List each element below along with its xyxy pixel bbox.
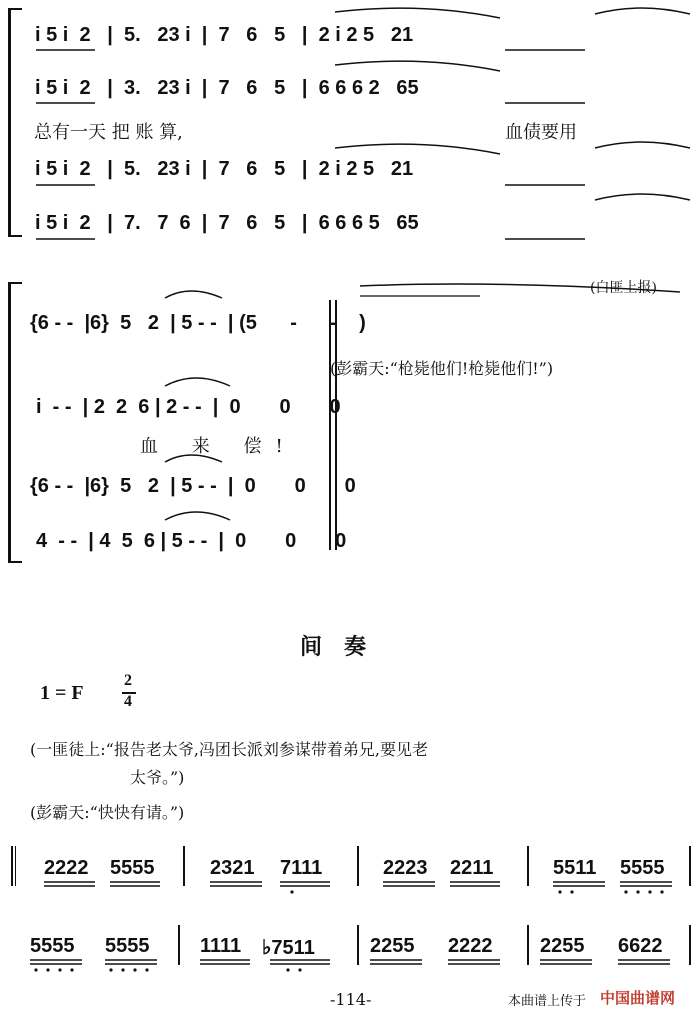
underlines-row-2 xyxy=(0,958,700,978)
note-group: 6622 xyxy=(618,935,663,957)
lyric-line-1: 总有一天 把 账 算, xyxy=(34,122,183,143)
note-group: 2222 xyxy=(448,935,493,957)
note-group: 5511 xyxy=(553,857,597,879)
note-group: 2223 xyxy=(383,857,428,879)
note-group: ♭7511 xyxy=(262,937,315,959)
score-row-1: i 5 i 2 | 5. 23 i | 7 6 5 | 2 i 2 5 21 xyxy=(35,24,414,46)
dialogue-bandit: (一匪徒上:“报告老太爷,冯团长派刘参谋带着弟兄,要见老 xyxy=(30,740,428,759)
score2-row-3: {6 - - |6} 5 2 | 5 - - | 0 0 0 xyxy=(30,475,356,497)
score-row-2: i 5 i 2 | 3. 23 i | 7 6 5 | 6 6 6 2 65 xyxy=(35,77,419,99)
underlines-row-1 xyxy=(0,880,700,900)
score-row-3: i 5 i 2 | 5. 23 i | 7 6 5 | 2 i 2 5 21 xyxy=(35,158,414,180)
site-logo[interactable]: 中国曲谱网 xyxy=(600,989,676,1007)
note-group: 5555 xyxy=(105,935,150,957)
note-group: 5555 xyxy=(620,857,665,879)
section-title: 间奏 xyxy=(300,634,389,660)
time-sig-top: 2 xyxy=(124,672,132,689)
time-sig-bottom: 4 xyxy=(124,693,132,710)
note-group: 2255 xyxy=(370,935,415,957)
note-group: 2321 xyxy=(210,857,255,879)
note-group: 2211 xyxy=(450,857,494,879)
slurs-system-2 xyxy=(0,270,700,570)
note-group: 7111 xyxy=(280,857,323,879)
score2-row-4: 4 - - | 4 5 6 | 5 - - | 0 0 0 xyxy=(36,530,347,552)
note-group: 2222 xyxy=(44,857,89,879)
note-group: 5555 xyxy=(30,935,75,957)
note-group: 1111 xyxy=(200,935,242,957)
key-signature: 1 = F xyxy=(40,682,84,704)
dialogue-bandit-cont: 太爷。”) xyxy=(130,768,185,787)
slurs-system-1 xyxy=(0,0,700,260)
note-group: 5555 xyxy=(110,857,155,879)
source-note: 本曲谱上传于 xyxy=(508,994,587,1009)
score2-row-2: i - - | 2 2 6 | 2 - - | 0 0 0 xyxy=(36,396,341,418)
annotation-baishang: (白匪上报) xyxy=(590,280,657,296)
score2-row-1: {6 - - |6} 5 2 | 5 - - | (5 - - ) xyxy=(30,312,366,334)
dialogue-peng-2: (彭霸天:“快快有请。”) xyxy=(30,803,185,822)
lyric-line-2: 血 来 偿! xyxy=(140,436,297,457)
dialogue-peng-1: (彭霸天:“枪毙他们!枪毙他们!”) xyxy=(330,359,554,378)
lyric-line-1-right: 血债要用 xyxy=(505,122,577,143)
score-row-4: i 5 i 2 | 7. 7 6 | 7 6 5 | 6 6 6 5 65 xyxy=(35,212,419,234)
note-group: 2255 xyxy=(540,935,585,957)
page-number: -114- xyxy=(330,990,372,1009)
